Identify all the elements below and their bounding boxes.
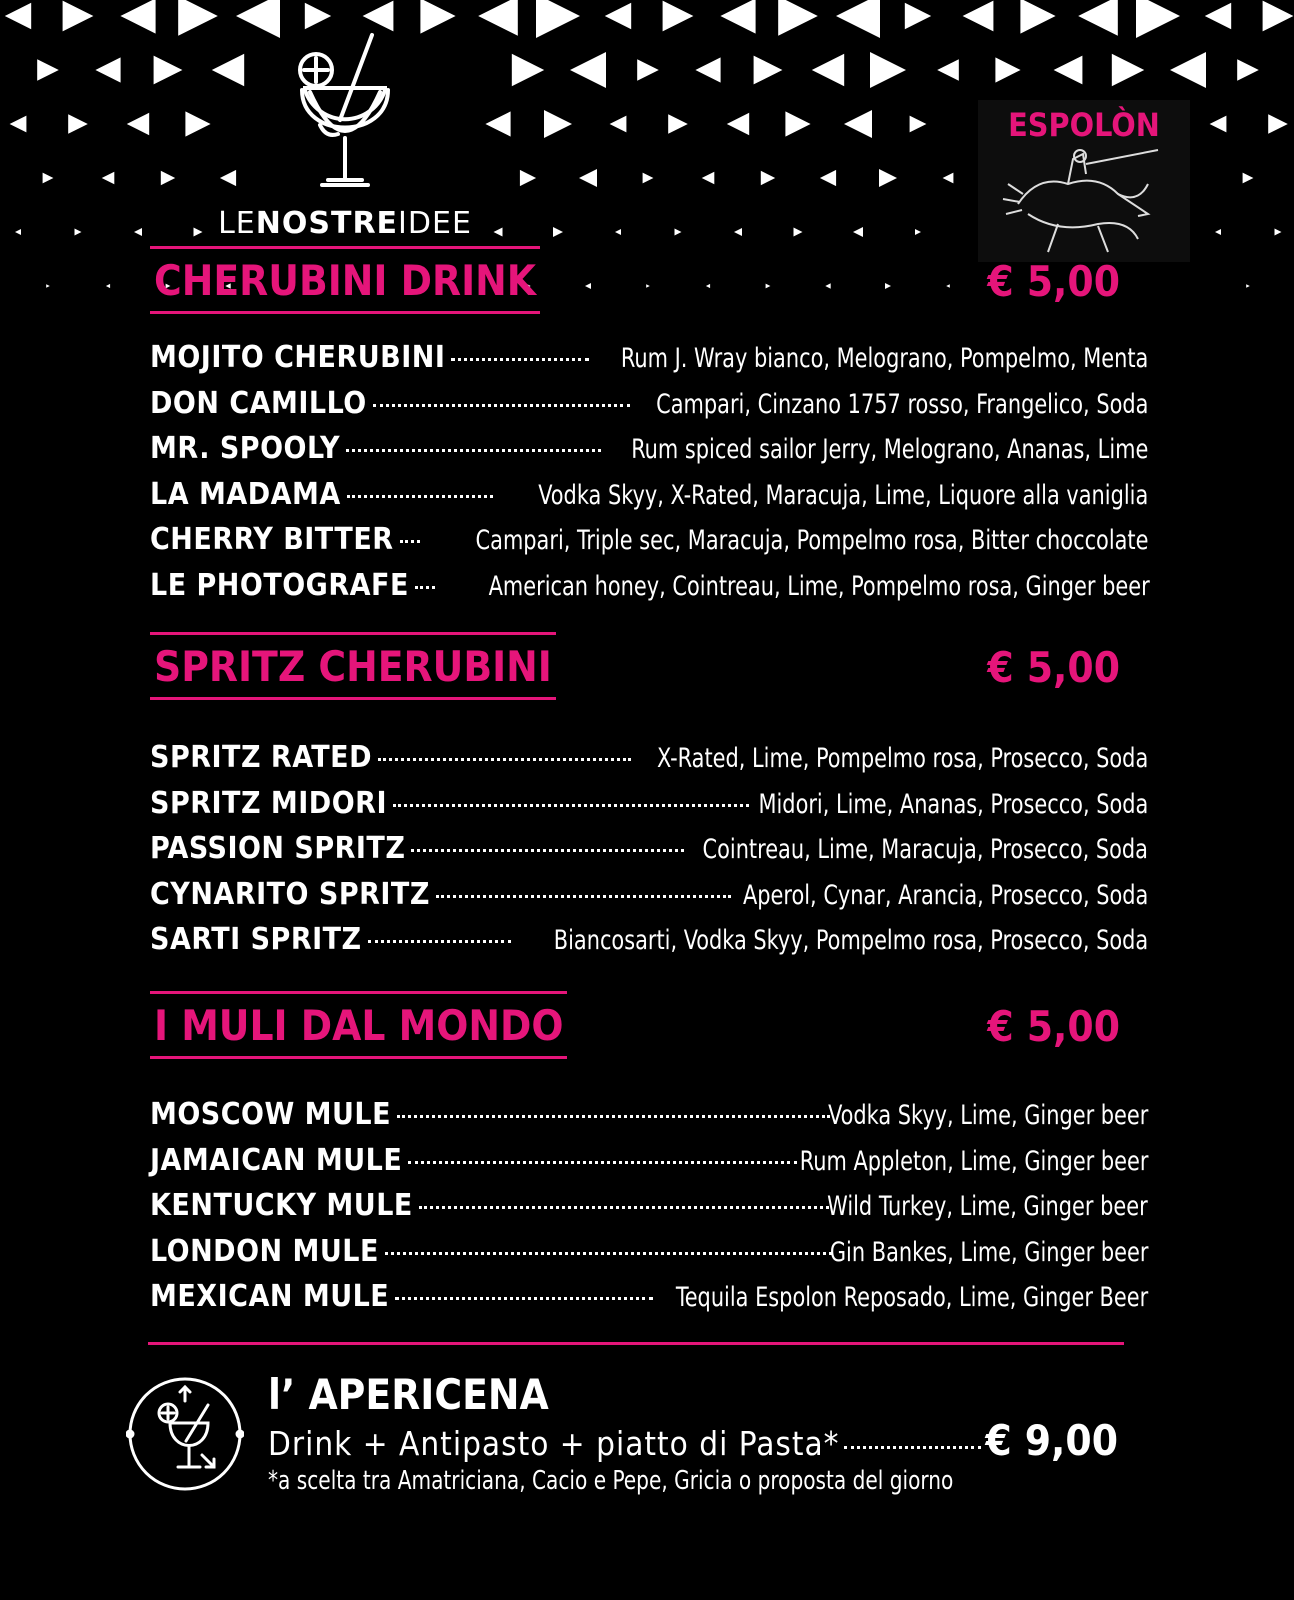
- section-header: [150, 246, 1148, 316]
- pattern-triangle: [1275, 229, 1282, 236]
- leader-dots: [400, 540, 420, 543]
- item-name: DON CAMILLO: [150, 385, 367, 421]
- pattern-triangle: [1020, 0, 1055, 34]
- section-title: SPRITZ CHERUBINI: [154, 642, 552, 691]
- section-price: € 5,00: [987, 1002, 1120, 1051]
- leader-dots: [393, 804, 749, 807]
- pattern-triangle: [643, 173, 654, 184]
- item-name: JAMAICAN MULE: [150, 1142, 403, 1178]
- section-header: [150, 991, 1148, 1061]
- item-ingredients: Rum Appleton, Lime, Ginger beer: [799, 1145, 1148, 1177]
- item-ingredients: Aperol, Cynar, Arancia, Prosecco, Soda: [742, 879, 1148, 911]
- logo-text: LENOSTREIDEE: [218, 206, 472, 241]
- pattern-triangle: [520, 170, 536, 186]
- leader-dots: [411, 849, 684, 852]
- apericena-note: *a scelta tra Amatriciana, Cacio e Pepe, Gricia o proposta del giorno: [268, 1466, 954, 1496]
- pattern-triangle: [905, 3, 931, 29]
- pattern-triangle: [1246, 284, 1250, 288]
- pattern-triangle: [161, 171, 175, 185]
- item-ingredients: Tequila Espolon Reposado, Lime, Ginger Beer: [675, 1282, 1148, 1313]
- item-ingredients: Rum spiced sailor Jerry, Melograno, Ananas, Lime: [630, 434, 1148, 465]
- pattern-triangle: [75, 229, 82, 236]
- leader-dots: [373, 404, 630, 407]
- pattern-triangle: [63, 1, 94, 32]
- menu-item: [150, 1143, 1148, 1189]
- pattern-triangle: [695, 57, 720, 82]
- item-name: LE PHOTOGRAFE: [150, 567, 409, 603]
- pattern-triangle: [836, 0, 880, 38]
- pattern-triangle: [570, 52, 606, 88]
- menu-item: [150, 522, 1148, 568]
- cocktail-glass-icon: [280, 30, 410, 200]
- pattern-triangle: [512, 54, 544, 86]
- section-header: [150, 632, 1148, 702]
- item-name: MOJITO CHERUBINI: [150, 340, 446, 375]
- pattern-triangle: [778, 0, 818, 36]
- pattern-triangle: [579, 169, 597, 187]
- item-name: MR. SPOOLY: [150, 431, 341, 466]
- pattern-triangle: [963, 1, 994, 32]
- pattern-triangle: [727, 113, 749, 135]
- menu-item: [150, 340, 1148, 386]
- brand-badge: [978, 100, 1190, 262]
- leader-dots: [347, 495, 493, 498]
- pattern-triangle: [43, 173, 54, 184]
- item-name: SPRITZ MIDORI: [150, 785, 387, 821]
- pattern-triangle: [102, 172, 115, 185]
- pattern-triangle: [305, 3, 331, 29]
- pattern-triangle: [1263, 1, 1294, 32]
- item-ingredients: Vodka Skyy, X-Rated, Maracuja, Lime, Liquore alla vaniglia: [538, 479, 1148, 511]
- leader-dots: [415, 586, 435, 589]
- pattern-triangle: [663, 1, 694, 32]
- section-divider: [148, 1342, 1124, 1345]
- pattern-triangle: [68, 114, 88, 134]
- item-name: SARTI SPRITZ: [150, 922, 362, 957]
- pattern-triangle: [1237, 59, 1259, 81]
- section-title-box: [150, 246, 540, 314]
- item-ingredients: Midori, Lime, Ananas, Prosecco, Soda: [758, 788, 1148, 820]
- menu-item: [150, 922, 1148, 968]
- leader-dots: [844, 1446, 982, 1449]
- pattern-triangle: [1112, 54, 1144, 86]
- item-list: [150, 1097, 1148, 1325]
- pattern-triangle: [794, 228, 803, 237]
- item-ingredients: Campari, Triple sec, Maracuja, Pompelmo rosa, Bitter choccolate: [475, 525, 1149, 556]
- item-name: KENTUCKY MULE: [150, 1188, 413, 1223]
- pattern-triangle: [995, 57, 1020, 82]
- pattern-triangle: [194, 228, 203, 237]
- pattern-triangle: [10, 116, 27, 133]
- pattern-triangle: [1170, 52, 1206, 88]
- item-ingredients: Cointreau, Lime, Maracuja, Prosecco, Soda: [702, 834, 1148, 865]
- pattern-triangle: [154, 56, 183, 85]
- apericena-description: Drink + Antipasto + piatto di Pasta*: [268, 1424, 840, 1463]
- menu-item: [150, 1097, 1148, 1143]
- pattern-triangle: [761, 171, 775, 185]
- menu-item: [150, 786, 1148, 832]
- pattern-triangle: [185, 111, 210, 136]
- pattern-triangle: [1210, 116, 1227, 133]
- pattern-triangle: [910, 116, 927, 133]
- pattern-triangle: [610, 116, 627, 133]
- pattern-triangle: [702, 172, 715, 185]
- pattern-triangle: [5, 3, 31, 29]
- pattern-triangle: [134, 228, 142, 236]
- pattern-triangle: [1054, 56, 1083, 85]
- pattern-triangle: [943, 173, 954, 184]
- item-name: CHERRY BITTER: [150, 522, 394, 557]
- menu-item: [150, 1279, 1148, 1325]
- menu-item: [150, 1234, 1148, 1280]
- item-ingredients: American honey, Cointreau, Lime, Pompelmo rosa, Ginger beer: [488, 570, 1150, 602]
- pattern-triangle: [812, 54, 844, 86]
- pattern-triangle: [120, 0, 155, 34]
- pattern-triangle: [915, 229, 921, 235]
- drink-compass-icon: [126, 1375, 244, 1493]
- item-name: LA MADAMA: [150, 476, 341, 512]
- pattern-triangle: [1078, 0, 1118, 36]
- pattern-triangle: [844, 110, 872, 138]
- pattern-triangle: [734, 228, 742, 236]
- item-name: MEXICAN MULE: [150, 1279, 390, 1314]
- item-ingredients: Vodka Skyy, Lime, Ginger beer: [827, 1100, 1148, 1131]
- pattern-triangle: [15, 229, 21, 235]
- pattern-triangle: [785, 111, 810, 136]
- item-ingredients: X-Rated, Lime, Pompelmo rosa, Prosecco, Soda: [656, 743, 1148, 774]
- pattern-triangle: [494, 228, 503, 237]
- section-title-box: [150, 991, 567, 1059]
- leader-dots: [346, 449, 601, 452]
- section-price: € 5,00: [987, 643, 1120, 692]
- pattern-triangle: [615, 229, 621, 235]
- apericena-title: l’ APERICENA: [268, 1370, 549, 1419]
- pattern-triangle: [1243, 173, 1254, 184]
- apericena-price: € 9,00: [985, 1416, 1118, 1465]
- leader-dots: [408, 1161, 796, 1164]
- leader-dots: [397, 1115, 830, 1118]
- leader-dots: [436, 895, 731, 898]
- item-name: MOSCOW MULE: [150, 1097, 392, 1132]
- leader-dots: [378, 758, 631, 761]
- menu-item: [150, 431, 1148, 477]
- pattern-triangle: [879, 169, 897, 187]
- item-ingredients: Wild Turkey, Lime, Ginger beer: [827, 1191, 1148, 1222]
- pattern-triangle: [478, 0, 518, 36]
- pattern-triangle: [720, 0, 755, 34]
- pattern-triangle: [937, 59, 959, 81]
- section-price: € 5,00: [987, 257, 1120, 306]
- item-ingredients: Biancosarti, Vodka Skyy, Pompelmo rosa, Prosecco, Soda: [553, 925, 1148, 956]
- pattern-triangle: [1205, 3, 1231, 29]
- pattern-triangle: [106, 284, 110, 288]
- pattern-triangle: [1215, 229, 1221, 235]
- pattern-triangle: [37, 59, 59, 81]
- item-ingredients: Gin Bankes, Lime, Ginger beer: [829, 1236, 1148, 1268]
- section-muli-dal-mondo: [150, 991, 1148, 1314]
- pattern-triangle: [668, 114, 688, 134]
- menu-item: [150, 568, 1148, 614]
- item-list: [150, 740, 1148, 968]
- pattern-triangle: [127, 113, 149, 135]
- menu-item: [150, 477, 1148, 523]
- item-list: [150, 340, 1148, 613]
- pattern-triangle: [95, 57, 120, 82]
- rooster-rider-illustration: [998, 144, 1168, 256]
- pattern-triangle: [536, 0, 580, 38]
- leader-dots: [368, 940, 511, 943]
- pattern-triangle: [870, 52, 906, 88]
- pattern-triangle: [637, 59, 659, 81]
- leader-dots: [395, 1297, 653, 1300]
- menu-item: [150, 1188, 1148, 1234]
- item-name: SPRITZ RATED: [150, 740, 373, 775]
- pattern-triangle: [420, 0, 455, 34]
- section-title: CHERUBINI DRINK: [154, 256, 537, 305]
- pattern-triangle: [675, 229, 682, 236]
- pattern-triangle: [485, 111, 510, 136]
- menu-item: [150, 877, 1148, 923]
- leader-dots: [451, 358, 588, 361]
- leader-dots: [385, 1252, 832, 1255]
- pattern-triangle: [1268, 114, 1288, 134]
- menu-item: [150, 386, 1148, 432]
- pattern-triangle: [605, 3, 631, 29]
- item-name: PASSION SPRITZ: [150, 831, 406, 866]
- section-spritz-cherubini: [150, 632, 1148, 957]
- section-cherubini-drink: [150, 246, 1150, 603]
- leader-dots: [419, 1206, 829, 1209]
- pattern-triangle: [46, 284, 50, 288]
- menu-item: [150, 831, 1148, 877]
- item-ingredients: Rum J. Wray bianco, Melograno, Pompelmo, Menta: [620, 343, 1148, 374]
- pattern-triangle: [553, 227, 563, 237]
- pattern-triangle: [820, 170, 836, 186]
- brand-name: ESPOLÒN: [1008, 106, 1160, 144]
- logo: [210, 30, 480, 250]
- pattern-triangle: [853, 227, 863, 237]
- item-name: LONDON MULE: [150, 1233, 379, 1269]
- item-name: CYNARITO SPRITZ: [150, 876, 430, 912]
- item-ingredients: Campari, Cinzano 1757 rosso, Frangelico, Soda: [655, 388, 1148, 420]
- apericena-offer: [268, 1416, 1118, 1465]
- pattern-triangle: [544, 110, 572, 138]
- pattern-triangle: [754, 56, 783, 85]
- menu-item: [150, 740, 1148, 786]
- pattern-triangle: [1136, 0, 1180, 38]
- section-title-box: [150, 632, 556, 700]
- section-title: I MULI DAL MONDO: [154, 1001, 564, 1050]
- pattern-triangle: [363, 1, 394, 32]
